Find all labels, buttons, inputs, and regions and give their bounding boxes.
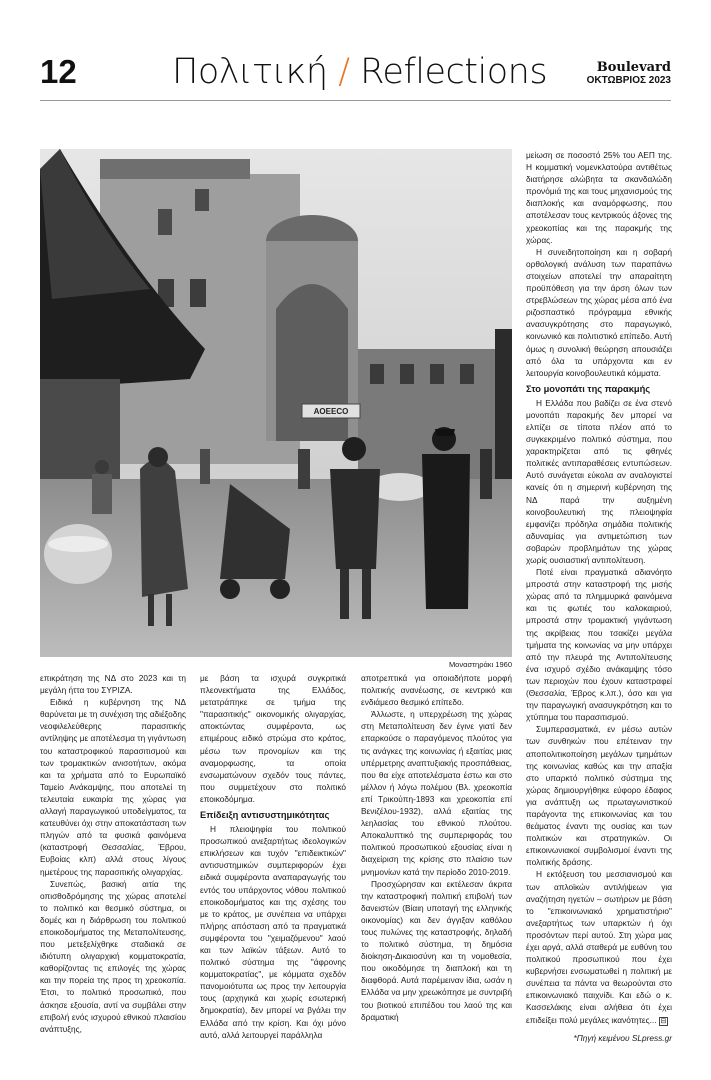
paragraph: Προσχώρησαν και εκτέλεσαν άκριτα την καταστροφική πολιτική επιβολή των δανειστών (Βίαιη υποταγή της ελληνικής οικονομίας) και δεν άγγιξαν καθόλου τους πυλώνες της καταστροφής, δηλαδή το πολιτικό σύστημα, τη δημόσια διοίκηση-Δικαιοσύνη και τη νομοθεσία, που οικοδόμησε τη διαπλοκή και τη διαφθορά. Αυτά παρέμειναν ίδια, ωσάν η Ελλάδα να μην χρεωκόπησε με συντριβή του βιοτικού επιπέδου του λαού της και δραματική (361, 878, 512, 1022)
page-number: 12 (40, 53, 77, 90)
section-title-english: Reflections (360, 52, 548, 92)
photo-caption: Μοναστηράκι 1960 (448, 660, 512, 669)
subheading: Στο μονοπάτι της παρακμής (526, 383, 651, 394)
paragraph: επικράτηση της ΝΔ στο 2023 και τη μεγάλη ήττα του ΣΥΡΙΖΑ. (40, 673, 186, 696)
paragraph: με βάση τα ισχυρά συγκριτικά πλεονεκτήματα της Ελλάδος, μετατράπηκε σε τμήμα της "παρασιτικής" οικονομικής ολιγαρχίας, αποκτώντας συμφέροντα, ως επιμέρους ειδικό στρώμα στο κράτος, μέσω των προνομίων και της αναμορφωσης, τα οποία ενσωματώνουν σχεδόν τους πάντες, που συμμετέχουν στο πολιτικό εποικοδόμημα. (200, 673, 346, 804)
text-column-2 (200, 672, 346, 1041)
paragraph: Συνεπώς, βασική αιτία της οπισθοδρόμησης της χώρας αποτελεί το πολιτικό και θεσμικό σύστημα, οι δομές και η διάρθρωση του πολιτικού εποικοδομήματος της Μεταπολίτευσης, που μετεξελίχθηκε σταδιακά σε ιδιότυπη ολιγαρχική κομματοκρατία, καθορίζοντας τις επιλογές της χώρας και την πορεία της προς τη χρεοκοπία. Έτσι, το πολιτικό προσωπικό, που άσκησε εξουσία, αντί να συμβάλει στην επιβολή ενός ισχυρού εθνικού πλαισίου ανάπτυξης, (40, 878, 186, 1034)
end-mark-icon: ⊟ (660, 1017, 667, 1025)
section-title-greek: Πολιτική (172, 52, 328, 92)
paragraph: Άλλωστε, η υπερχρέωση της χώρας στη Μεταπολίτευση δεν έγινε γιατί δεν επαρκούσε ο παραγόμενος πλούτος για τις ανάγκες της κοινωνίας ή εξαιτίας μιας υπέρμετρης αναπτυξιακής προσπάθειας, που θα είχε αποτελέσματα έστω και στο μέλλον ή λόγω πολέμου (Βλ. χρεοκοπία επί Τρικούπη-1893 και χρεοκοπία επί Βενιζέλου-1932), αλλά εξαιτίας της λεηλασίας του εθνικού πλούτου. Αποκαλυπτικό της συμπεριφοράς του πολιτικού προσωπικού εξουσίας είναι η διαχείριση της κρίσης στο πλαίσιο των μνημονίων κατά την περίοδο 2010-2019. (361, 709, 512, 877)
street-photo (40, 149, 512, 657)
text-column-3 (361, 672, 512, 1023)
photo-illustration (40, 149, 512, 657)
paragraph: Η Ελλάδα που βαδίζει σε ένα στενό μονοπάτι παρακμής δεν μπορεί να ελπίζει σε τίποτα πλέον από το συγκεκριμένο πολιτικό σύστημα, που χαρακτηρίζεται από τις φθηνές πολιτικές αντιπαραθέσεις εντυπώσεων. Αυτό συνάγεται εύκολα αν αναλογιστεί κανείς ότι η σημερινή κυβέρνηση της ΝΔ παρά την αυξημένη κοινοβουλευτική της πλειοψηφία εμφανίζει πρόδηλα σημάδια πολιτικής αδυναμίας για αντιμετώπιση των σοβαρών προβλημάτων της χώρας χωρίς ουσιαστική αντιπολίτευση. (526, 397, 672, 565)
paragraph: Ειδικά η κυβέρνηση της ΝΔ θαρύνεται με τη συνέχιση της αδιέξοδης νεοφιλελεύθερης παρασιτικής αντίληψης με αποτέλεσμα τη γιγάντωση του καταστροφικού παρασιτισμού και των τρομακτικών ανισοτήτων, ακόμα και τα χρήματα από το Ευρωπαϊκό Ταμείο Ανάκαμψης, που αποτελεί τη τελευταία ευκαιρία της χώρας για αλλαγή παραγωγικού υποδείγματος, τα κατευθύνει όχι στην αποκατάσταση των πληγών από τα φυσικά φαινόμενα (καταστροφή Θεσσαλίας, Έβρου, Ευβοίας κλπ) αλλά στους λίγους ημετέρους της παρασιτικής ολιγαρχίας. (40, 697, 186, 877)
section-title (172, 52, 547, 92)
magazine-brand (587, 60, 671, 87)
paragraph: Η πλειοψηφία του πολιτικού προσωπικού ανεξαρτήτως ιδεολογικών επικλήσεων και τυχόν "επιδεικτικών" αντισυστημικών συμπεριφορών έχει ειδικά συμφέροντα αναπαραγωγής του εντός του υπάρχοντος νόθου πολιτικού εποικοδομήματος και της σχέσης του με το κράτος, με συνέπεια να υπάρχει πλήρης απόσταση από τα πραγματικά συμφέροντα του "χειμαζόμενου" λαού και των λαϊκών τάξεων. Αυτό το πολιτικό σύστημα της "άφρονης κομματοκρατίας", με κόμματα σχεδόν πανομοιότυπα ως προς την λειτουργία τους (αρχηγικά και χωρίς εσωτερική δημοκρατία), δεν μπορεί να βγάλει την Ελλάδα από την κρίση. Και όχι μόνο αυτό, αλλά λειτουργεί παράλληλα (200, 824, 346, 1040)
header-divider (40, 100, 671, 101)
issue-date: ΟΚΤΩΒΡΙΟΣ 2023 (586, 75, 671, 86)
subheading: Επίδειξη αντισυστημικότητας (200, 810, 330, 821)
paragraph: Ποτέ είναι πραγματικά αδιανόητο μπροστά στην καταστροφή της μισής χώρας από τα πλημμυρικά φαινόμενα και τις φωτιές του καλοκαιριού, μπροστά στην τρομακτική γιγάντωση της ακρίβειας που τσακίζει μεγάλα τμήματα της κοινωνίας να μην υπάρχει από την πλευρά της Αντιπολίτευσης ένα ισχυρό σχέδιο ανάκαμψης τόσο των περιοχών που έχουν καταστραφεί (Θεσσαλία, Έβρος κ.λπ.), όσο και για την παραγωγική ανασυγκρότηση και το χτύπημα του παρασιτισμού. (526, 567, 672, 723)
page-header (40, 52, 671, 94)
text-column-1 (40, 672, 186, 1035)
brand-name: Boulevard (596, 60, 671, 75)
source-credit: *Πηγή κειμένου SLpress.gr (573, 1032, 672, 1043)
paragraph (526, 868, 672, 1027)
paragraph: μείωση σε ποσοστό 25% του ΑΕΠ της. Η κομματική νομενκλατούρα αντιθέτως διατήρησε αλώβητα τα σκανδαλώδη προνόμιά της και τους μηχανισμούς της διαπλοκής και αναμόρφωσης, που αποτέλεσαν τους κεντρικούς άξονες της χρεοκοπίας και της παρακμής της χώρας. (526, 150, 672, 245)
section-separator: / (338, 52, 350, 92)
paragraph: Η συνειδητοποίηση και η σοβαρή ορθολογική ανάλυση των παραπάνω στοιχείων αποτελεί την απαραίτητη προϋπόθεση για την άρση όλων των στρεβλώσεων της χώρας μέσα από ένα ριζοσπαστικό πρόγραμμα εθνικής ανασυγκρότησης στο παραγωγικό, κοινωνικό και πολιτιστικό επίπεδο. Αυτή όμως η συνολική θεώρηση απουσιάζει από όλα τα υπάρχοντα και εν λειτουργία κοινοβουλευτικά κόμματα. (526, 246, 672, 378)
paragraph: Συμπερασματικά, εν μέσω αυτών των συνθηκών που επέτειναν την αποπολιτικοποίηση μεγάλων τμημάτων της κοινωνίας καθώς και την απαξία στο υπαρκτό πολιτικό σύστημα της χώρας δημιουργήθηκε εύφορο έδαφος για ανάπτυξη ως πρωταγωνιστικού παράγοντα της επικοινωνίας και του θεάματος έναντι της ουσίας και των πολιτικών και στρατηγικών. Οι επικοινωνιακοί συμβολισμοί έναντι της πολιτικής δράσης. (526, 724, 672, 868)
shop-sign: AOEECO (313, 407, 349, 416)
text-column-4 (526, 149, 672, 1044)
paragraph: αποτρεπτικά για οποιαδήποτε μορφή πολιτικής ανανέωσης, σε κεντρικό και ενδιάμεσο θεσμικό επίπεδο. (361, 673, 512, 708)
paragraph-text: Η εκτόξευση του μεσσιανισμού και των απλοϊκών αντιλήψεων για αναζήτηση ηγετών – σωτήρων με βάση το "επικοινωνιακό χρηματιστήριο" ανεξαρτήτως των υπαρκτών ή όχι προσόντων περί αυτού. Στη χώρα μας έχει αργά, αλλά σταθερά με ευθύνη του πολιτικού προσωπικού που έχει κυβερνήσει ενσωματωθεί η πολιτική με συνέπεια τα πάντα να θεωρούνται στο επικοινωνιακό παιχνίδι. Και εδώ ο κ. Κασσελάκης είναι αλήθεια ότι έχει επιδείξει πολύ μεγάλες ικανότητες... (526, 869, 672, 1025)
